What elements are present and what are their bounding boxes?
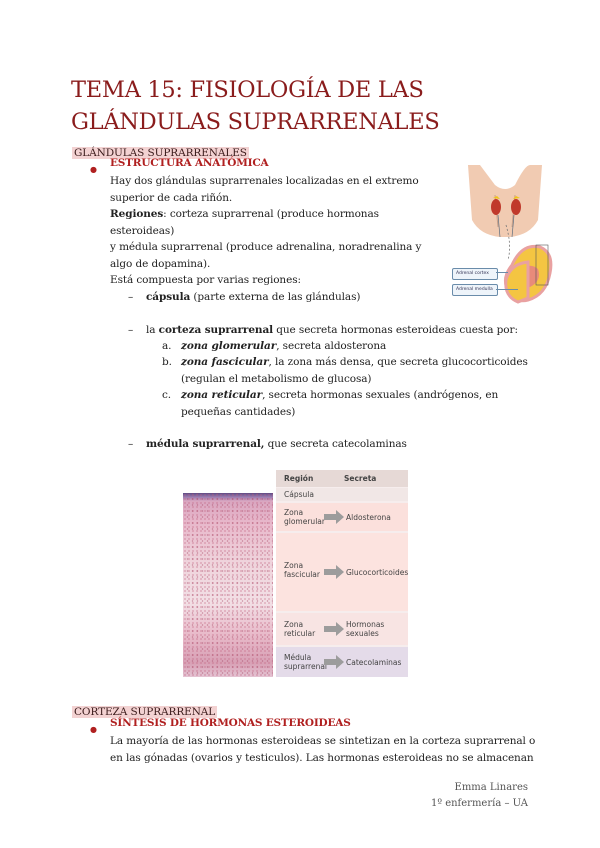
- sub-marker: b.: [162, 356, 172, 368]
- label-adrenal-medulla: Adrenal medulla: [452, 284, 498, 296]
- torso-shape: [468, 165, 542, 237]
- sub-marker: c.: [162, 389, 172, 401]
- regions-intro: Está compuesta por varias regiones:: [110, 274, 301, 286]
- table-row: Cápsula: [276, 488, 408, 501]
- footer: [380, 780, 528, 812]
- table-row: Médula suprarrenal Catecolaminas: [276, 647, 408, 677]
- sub-item-reticular: zona reticular, secreta hormonas sexuales (andrógenos, en pequeñas cantidades): [181, 389, 499, 418]
- bullet-dot-icon: ●: [90, 725, 97, 734]
- bullet-estructura: ESTRUCTURA ANATÓMICA: [110, 157, 269, 169]
- kidney-right: [511, 199, 521, 215]
- dash-marker: –: [128, 438, 134, 450]
- table-header: Región Secreta: [276, 470, 408, 487]
- sub-item-fascicular: zona fascicular, la zona más densa, que secreta glucocorticoides (regulan el metabolismo de glucosa): [181, 356, 528, 385]
- dash-marker: –: [128, 324, 134, 336]
- sub-marker: a.: [162, 340, 172, 352]
- arrow-right-icon: [324, 655, 344, 669]
- section-heading-corteza: CORTEZA SUPRARRENAL: [74, 706, 216, 718]
- table-row: Zona glomerular Aldosterona: [276, 503, 408, 531]
- arrow-right-icon: [324, 510, 344, 524]
- paragraph-intro: Hay dos glándulas suprarrenales localizadas en el extremo superior de cada riñón. Regiones: corteza suprarrenal (produce hormonas esteroideas) y médula suprarrenal (produce adrenalina, noradrenalina y algo de dopamina).: [110, 175, 422, 270]
- list-item-medula: médula suprarrenal, que secreta catecolaminas: [146, 438, 407, 450]
- dash-marker: –: [128, 291, 134, 303]
- list-item-corteza: la corteza suprarrenal que secreta hormonas esteroideas cuesta por:: [146, 324, 518, 336]
- bullet-dot-icon: ●: [90, 165, 97, 174]
- gland-left-lobe: [500, 258, 530, 304]
- table-row: Zona fascicular Glucocorticoides: [276, 533, 408, 611]
- footer-author: Emma Linares: [454, 782, 528, 793]
- section-heading-glandulas: GLÁNDULAS SUPRARRENALES: [74, 147, 247, 159]
- arrow-right-icon: [324, 622, 344, 636]
- page-title: TEMA 15: FISIOLOGÍA DE LAS GLÁNDULAS SUPRARRENALES: [71, 77, 440, 135]
- bullet-sintesis: SÍNTESIS DE HORMONAS ESTEROIDEAS: [110, 717, 351, 729]
- arrow-right-icon: [324, 565, 344, 579]
- region-table: [276, 470, 408, 677]
- histology-micrograph: [183, 493, 273, 677]
- table-row: Zona reticular Hormonas sexuales: [276, 613, 408, 645]
- label-adrenal-cortex: Adrenal cortex: [452, 268, 498, 280]
- paragraph-sintesis: La mayoría de las hormonas esteroideas se sintetizan en la corteza suprarrenal o en las gónadas (ovarios y testiculos). Las hormonas esteroideas no se almacenan: [110, 735, 536, 764]
- sub-item-glomerular: zona glomerular, secreta aldosterona: [181, 340, 387, 352]
- list-item-capsula: cápsula (parte externa de las glándulas): [146, 291, 361, 303]
- kidney-left: [491, 199, 501, 215]
- footer-course: 1º enfermería – UA: [430, 798, 528, 809]
